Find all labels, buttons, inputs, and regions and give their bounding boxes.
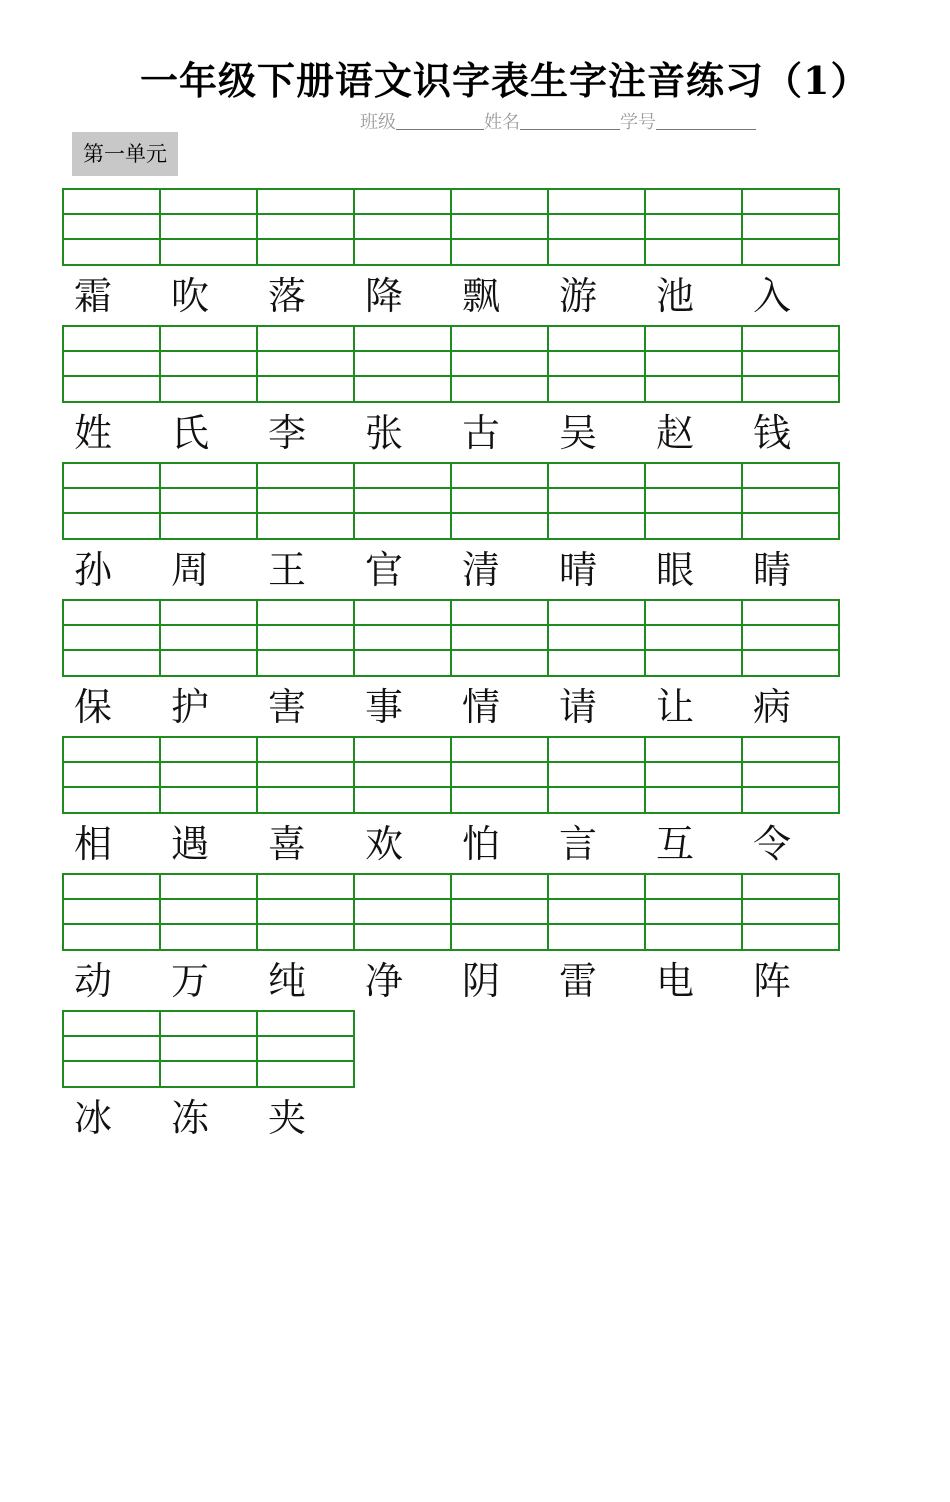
guide-line: [64, 1035, 159, 1037]
guide-line: [64, 898, 159, 900]
chinese-character: 病: [753, 685, 792, 729]
pinyin-grid: [62, 599, 838, 677]
pinyin-writing-cell[interactable]: [741, 325, 840, 403]
chinese-character: 害: [268, 685, 307, 729]
name-label: 姓名: [484, 112, 520, 133]
guide-line: [258, 213, 353, 215]
pinyin-writing-cell[interactable]: [644, 873, 743, 951]
pinyin-writing-cell[interactable]: [353, 873, 452, 951]
pinyin-grid: [62, 462, 838, 540]
guide-line: [64, 350, 159, 352]
pinyin-grid: [62, 1010, 353, 1088]
chinese-character: 飘: [462, 274, 501, 318]
pinyin-writing-cell[interactable]: [741, 462, 840, 540]
pinyin-writing-cell[interactable]: [741, 599, 840, 677]
guide-line: [646, 624, 741, 626]
pinyin-writing-cell[interactable]: [159, 873, 258, 951]
pinyin-writing-cell[interactable]: [450, 462, 549, 540]
guide-line: [258, 898, 353, 900]
guide-line: [452, 350, 547, 352]
chinese-character: 相: [74, 822, 113, 866]
chinese-character: 保: [74, 685, 113, 729]
name-blank[interactable]: [520, 111, 620, 130]
guide-line: [355, 350, 450, 352]
chinese-character: 欢: [365, 822, 404, 866]
chinese-character: 降: [365, 274, 404, 318]
guide-line: [646, 375, 741, 377]
chinese-character: 电: [656, 959, 695, 1003]
guide-line: [452, 624, 547, 626]
guide-line: [64, 1060, 159, 1062]
guide-line: [452, 375, 547, 377]
pinyin-grid: [62, 325, 838, 403]
pinyin-writing-cell[interactable]: [256, 325, 355, 403]
pinyin-writing-cell[interactable]: [159, 188, 258, 266]
guide-line: [355, 624, 450, 626]
guide-line: [258, 923, 353, 925]
guide-line: [355, 898, 450, 900]
pinyin-writing-cell[interactable]: [62, 462, 161, 540]
chinese-character: 姓: [74, 411, 113, 455]
chinese-character: 遇: [171, 822, 210, 866]
chinese-character: 净: [365, 959, 404, 1003]
chinese-character: 怕: [462, 822, 501, 866]
guide-line: [646, 350, 741, 352]
pinyin-writing-cell[interactable]: [353, 462, 452, 540]
guide-line: [355, 213, 450, 215]
pinyin-writing-cell[interactable]: [256, 599, 355, 677]
guide-line: [64, 375, 159, 377]
guide-line: [549, 923, 644, 925]
guide-line: [355, 761, 450, 763]
guide-line: [743, 375, 838, 377]
guide-line: [64, 213, 159, 215]
chinese-character: 池: [656, 274, 695, 318]
guide-line: [452, 649, 547, 651]
class-blank[interactable]: [396, 111, 484, 130]
chinese-character: 夹: [268, 1096, 307, 1140]
chinese-character: 言: [559, 822, 598, 866]
pinyin-writing-cell[interactable]: [353, 325, 452, 403]
chinese-character: 周: [171, 548, 210, 592]
guide-line: [355, 238, 450, 240]
guide-line: [258, 624, 353, 626]
pinyin-writing-cell[interactable]: [62, 873, 161, 951]
number-label: 学号: [620, 112, 656, 133]
chinese-character: 张: [365, 411, 404, 455]
chinese-character: 孙: [74, 548, 113, 592]
pinyin-writing-cell[interactable]: [450, 325, 549, 403]
pinyin-writing-cell[interactable]: [353, 599, 452, 677]
pinyin-grid: [62, 736, 838, 814]
chinese-character: 清: [462, 548, 501, 592]
chinese-character: 情: [462, 685, 501, 729]
guide-line: [549, 786, 644, 788]
pinyin-writing-cell[interactable]: [62, 599, 161, 677]
chinese-character: 令: [753, 822, 792, 866]
chinese-character: 护: [171, 685, 210, 729]
unit-label: 第一单元: [72, 132, 178, 176]
pinyin-writing-cell[interactable]: [450, 873, 549, 951]
chinese-character: 雷: [559, 959, 598, 1003]
guide-line: [258, 786, 353, 788]
pinyin-writing-cell[interactable]: [547, 873, 646, 951]
pinyin-writing-cell[interactable]: [450, 736, 549, 814]
pinyin-grid: [62, 188, 838, 266]
guide-line: [258, 375, 353, 377]
guide-line: [355, 375, 450, 377]
guide-line: [549, 375, 644, 377]
class-label: 班级: [360, 112, 396, 133]
character-row: [62, 409, 838, 457]
pinyin-writing-cell[interactable]: [159, 736, 258, 814]
guide-line: [452, 487, 547, 489]
chinese-character: 动: [74, 959, 113, 1003]
guide-line: [743, 761, 838, 763]
character-row: [62, 820, 838, 868]
guide-line: [452, 213, 547, 215]
guide-line: [64, 786, 159, 788]
guide-line: [161, 350, 256, 352]
guide-line: [355, 786, 450, 788]
guide-line: [646, 923, 741, 925]
guide-line: [743, 350, 838, 352]
guide-line: [161, 238, 256, 240]
chinese-character: 王: [268, 548, 307, 592]
guide-line: [549, 624, 644, 626]
guide-line: [452, 238, 547, 240]
guide-line: [64, 487, 159, 489]
pinyin-writing-cell[interactable]: [62, 736, 161, 814]
guide-line: [161, 923, 256, 925]
guide-line: [64, 238, 159, 240]
pinyin-writing-cell[interactable]: [644, 736, 743, 814]
guide-line: [64, 624, 159, 626]
guide-line: [743, 238, 838, 240]
chinese-character: 眼: [656, 548, 695, 592]
guide-line: [743, 923, 838, 925]
chinese-character: 霜: [74, 274, 113, 318]
pinyin-writing-cell[interactable]: [256, 873, 355, 951]
guide-line: [161, 487, 256, 489]
pinyin-writing-cell[interactable]: [256, 1010, 355, 1088]
chinese-character: 万: [171, 959, 210, 1003]
guide-line: [646, 512, 741, 514]
guide-line: [646, 649, 741, 651]
chinese-character: 晴: [559, 548, 598, 592]
pinyin-writing-cell[interactable]: [353, 736, 452, 814]
character-row: [62, 1094, 353, 1142]
pinyin-writing-cell[interactable]: [547, 462, 646, 540]
chinese-character: 互: [656, 822, 695, 866]
guide-line: [161, 898, 256, 900]
guide-line: [549, 761, 644, 763]
guide-line: [258, 487, 353, 489]
guide-line: [743, 649, 838, 651]
guide-line: [258, 1060, 353, 1062]
pinyin-writing-cell[interactable]: [450, 599, 549, 677]
pinyin-writing-cell[interactable]: [741, 873, 840, 951]
chinese-character: 氏: [171, 411, 210, 455]
pinyin-writing-cell[interactable]: [256, 462, 355, 540]
chinese-character: 赵: [656, 411, 695, 455]
guide-line: [161, 375, 256, 377]
pinyin-writing-cell[interactable]: [644, 325, 743, 403]
chinese-character: 睛: [753, 548, 792, 592]
guide-line: [452, 923, 547, 925]
guide-line: [743, 213, 838, 215]
guide-line: [549, 238, 644, 240]
pinyin-writing-cell[interactable]: [256, 188, 355, 266]
guide-line: [743, 512, 838, 514]
pinyin-writing-cell[interactable]: [353, 188, 452, 266]
chinese-character: 游: [559, 274, 598, 318]
guide-line: [452, 761, 547, 763]
chinese-character: 李: [268, 411, 307, 455]
guide-line: [549, 649, 644, 651]
guide-line: [64, 923, 159, 925]
pinyin-writing-cell[interactable]: [547, 599, 646, 677]
guide-line: [258, 1035, 353, 1037]
chinese-character: 让: [656, 685, 695, 729]
guide-line: [549, 512, 644, 514]
guide-line: [743, 487, 838, 489]
pinyin-writing-cell[interactable]: [547, 325, 646, 403]
guide-line: [743, 624, 838, 626]
guide-line: [355, 512, 450, 514]
pinyin-grid: [62, 873, 838, 951]
character-row: [62, 272, 838, 320]
chinese-character: 阵: [753, 959, 792, 1003]
chinese-character: 入: [753, 274, 792, 318]
guide-line: [646, 487, 741, 489]
guide-line: [549, 487, 644, 489]
guide-line: [161, 761, 256, 763]
pinyin-writing-cell[interactable]: [159, 599, 258, 677]
pinyin-writing-cell[interactable]: [741, 188, 840, 266]
guide-line: [646, 213, 741, 215]
chinese-character: 吹: [171, 274, 210, 318]
chinese-character: 请: [559, 685, 598, 729]
guide-line: [64, 512, 159, 514]
pinyin-writing-cell[interactable]: [62, 188, 161, 266]
guide-line: [64, 649, 159, 651]
pinyin-writing-cell[interactable]: [644, 599, 743, 677]
worksheet-title: 一年级下册语文识字表生字注音练习（1）: [140, 58, 870, 103]
guide-line: [452, 786, 547, 788]
pinyin-writing-cell[interactable]: [644, 188, 743, 266]
guide-line: [452, 898, 547, 900]
chinese-character: 官: [365, 548, 404, 592]
pinyin-writing-cell[interactable]: [547, 736, 646, 814]
guide-line: [161, 1060, 256, 1062]
pinyin-writing-cell[interactable]: [62, 1010, 161, 1088]
chinese-character: 阴: [462, 959, 501, 1003]
chinese-character: 冻: [171, 1096, 210, 1140]
pinyin-writing-cell[interactable]: [159, 1010, 258, 1088]
pinyin-writing-cell[interactable]: [159, 462, 258, 540]
chinese-character: 冰: [74, 1096, 113, 1140]
guide-line: [452, 512, 547, 514]
guide-line: [646, 786, 741, 788]
character-row: [62, 957, 838, 1005]
guide-line: [646, 761, 741, 763]
number-blank[interactable]: [656, 111, 756, 130]
guide-line: [161, 649, 256, 651]
guide-line: [258, 238, 353, 240]
chinese-character: 喜: [268, 822, 307, 866]
guide-line: [743, 786, 838, 788]
guide-line: [258, 649, 353, 651]
pinyin-writing-cell[interactable]: [644, 462, 743, 540]
guide-line: [258, 761, 353, 763]
guide-line: [355, 487, 450, 489]
chinese-character: 纯: [268, 959, 307, 1003]
guide-line: [646, 238, 741, 240]
character-row: [62, 683, 838, 731]
student-info-line: [360, 108, 756, 134]
guide-line: [355, 649, 450, 651]
guide-line: [64, 761, 159, 763]
pinyin-writing-cell[interactable]: [450, 188, 549, 266]
guide-line: [161, 512, 256, 514]
guide-line: [161, 624, 256, 626]
chinese-character: 古: [462, 411, 501, 455]
chinese-character: 钱: [753, 411, 792, 455]
guide-line: [549, 898, 644, 900]
guide-line: [258, 350, 353, 352]
guide-line: [161, 1035, 256, 1037]
guide-line: [549, 350, 644, 352]
chinese-character: 落: [268, 274, 307, 318]
pinyin-writing-cell[interactable]: [547, 188, 646, 266]
guide-line: [549, 213, 644, 215]
pinyin-writing-cell[interactable]: [256, 736, 355, 814]
guide-line: [258, 512, 353, 514]
pinyin-writing-cell[interactable]: [741, 736, 840, 814]
chinese-character: 吴: [559, 411, 598, 455]
pinyin-writing-cell[interactable]: [159, 325, 258, 403]
character-row: [62, 546, 838, 594]
guide-line: [355, 923, 450, 925]
guide-line: [161, 786, 256, 788]
guide-line: [646, 898, 741, 900]
guide-line: [743, 898, 838, 900]
pinyin-writing-cell[interactable]: [62, 325, 161, 403]
guide-line: [161, 213, 256, 215]
chinese-character: 事: [365, 685, 404, 729]
